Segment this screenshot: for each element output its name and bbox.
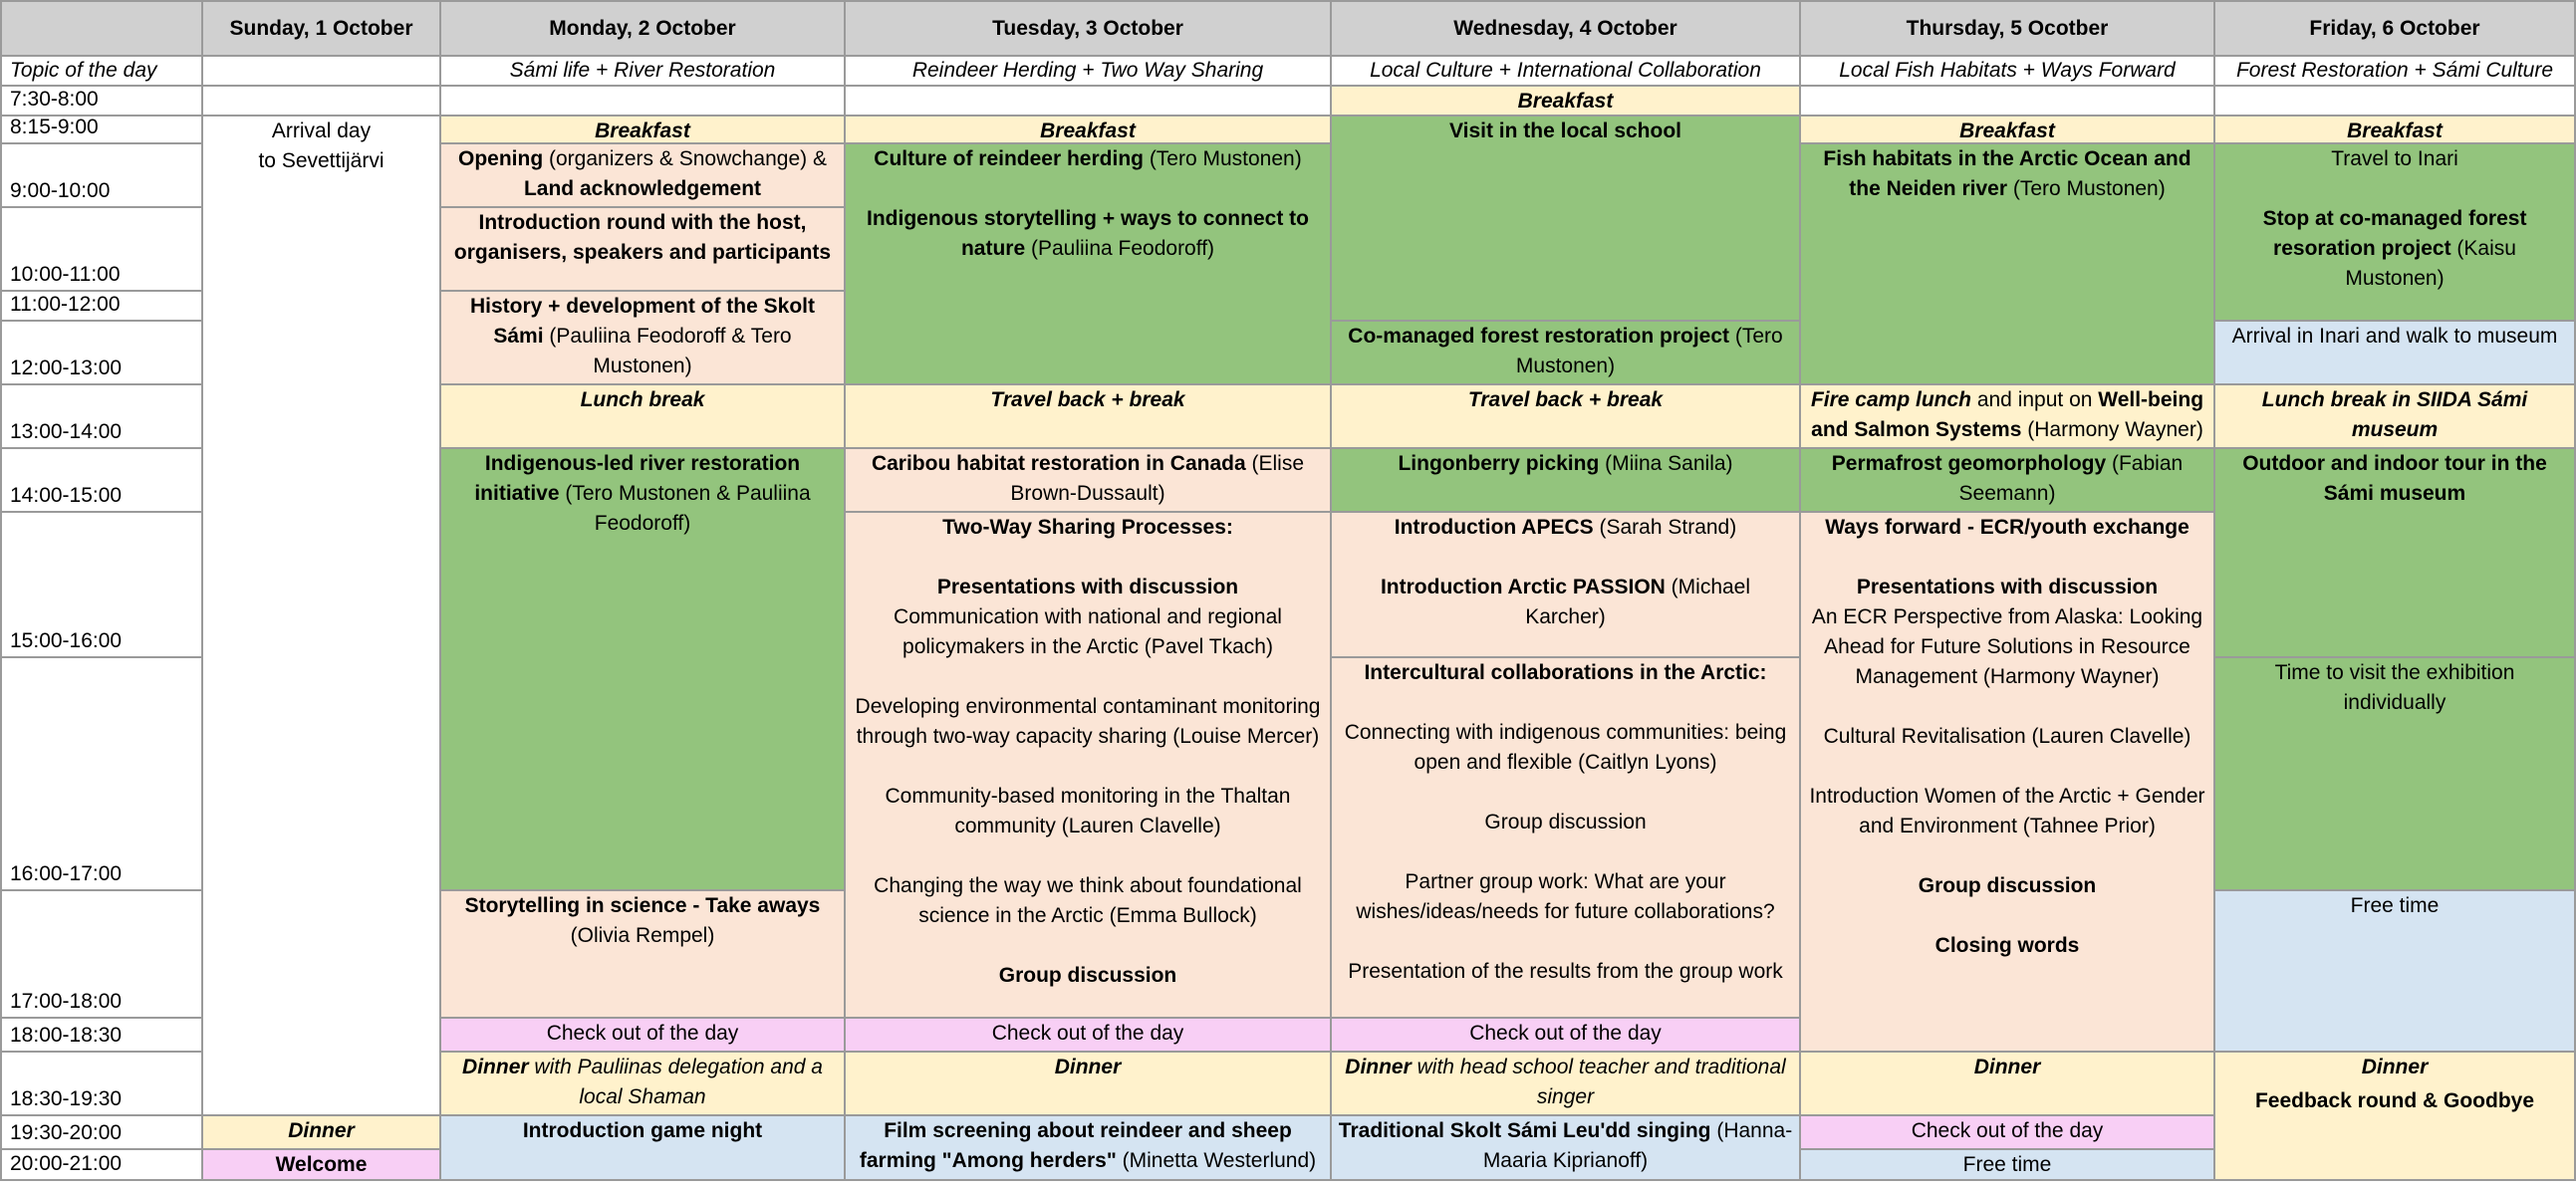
monday-lunch bbox=[439, 383, 846, 449]
time-slot: 14:00-15:00 bbox=[0, 447, 203, 513]
breakfast-label: Breakfast bbox=[1959, 119, 2055, 142]
tuesday-travel bbox=[844, 383, 1332, 449]
dinner-label: Dinner bbox=[1973, 1056, 2041, 1078]
breakfast-label: Breakfast bbox=[2347, 119, 2443, 142]
monday-checkout bbox=[439, 1017, 846, 1053]
ways-item: An ECR Perspective from Alaska: Looking Ahead for Future Solutions in Resource Management (Harmony Wayner) bbox=[1811, 605, 2203, 688]
intercultural-title: Intercultural collaborations in the Arctic: bbox=[1364, 661, 1767, 684]
sunday-empty bbox=[201, 85, 441, 117]
lingon-speaker: (Miina Sanila) bbox=[1599, 452, 1733, 475]
ways-presentations: Presentations with discussion bbox=[1856, 576, 2159, 598]
opening-title: Opening bbox=[458, 147, 544, 170]
wednesday-forest-project bbox=[1330, 320, 1801, 385]
friday-lunch bbox=[2213, 383, 2576, 449]
corner-cell bbox=[0, 0, 203, 57]
monday-storytelling bbox=[439, 889, 846, 1019]
indig-story-title: Indigenous storytelling + ways to connect to nature bbox=[867, 207, 1309, 260]
arrival-line-1: Arrival day bbox=[271, 119, 372, 142]
time-slot: 18:00-18:30 bbox=[0, 1017, 203, 1053]
wednesday-school-visit bbox=[1330, 115, 1801, 322]
wednesday-travel bbox=[1330, 383, 1801, 449]
school-visit-title: Visit in the local school bbox=[1449, 119, 1681, 142]
free-time-label: Free time bbox=[2350, 894, 2440, 917]
dinner-detail: with head school teacher and traditional singer bbox=[1411, 1056, 1786, 1108]
fish-title: Fish habitats in the Arctic Ocean and the Neiden river bbox=[1823, 147, 2191, 200]
intro-round-title: Introduction round with the host, organisers, speakers and participants bbox=[453, 211, 832, 264]
free-time-label: Free time bbox=[1962, 1153, 2052, 1176]
exhibition-label: Time to visit the exhibition individually bbox=[2274, 661, 2515, 714]
opening-title2: Land acknowledgement bbox=[523, 177, 762, 200]
intercultural-item: Group discussion bbox=[1484, 811, 1647, 833]
time-slot: 12:00-13:00 bbox=[0, 320, 203, 385]
friday-breakfast bbox=[2213, 115, 2576, 144]
fire-title2: Well-being and Salmon Systems bbox=[1811, 388, 2204, 441]
lunch-label: Lunch break in SIIDA Sámi museum bbox=[2261, 388, 2528, 441]
topic-monday: Sámi life + River Restoration bbox=[439, 55, 846, 87]
apecs-speaker: (Sarah Strand) bbox=[1593, 516, 1737, 539]
sunday-dinner bbox=[201, 1114, 441, 1150]
permafrost-title: Permafrost geomorphology bbox=[1831, 452, 2107, 475]
ways-closing: Closing words bbox=[1934, 934, 2080, 957]
river-title: Indigenous-led river restoration initiative bbox=[474, 452, 801, 505]
thursday-permafrost bbox=[1799, 447, 2215, 513]
day-header-tuesday: Tuesday, 3 October bbox=[844, 0, 1332, 57]
monday-game-night bbox=[439, 1114, 846, 1181]
tuesday-reindeer-herding bbox=[844, 142, 1332, 385]
ways-group: Group discussion bbox=[1918, 874, 2097, 897]
thursday-dinner bbox=[1799, 1051, 2215, 1116]
thursday-fish-habitats bbox=[1799, 142, 2215, 385]
monday-dinner bbox=[439, 1051, 846, 1116]
friday-exhibition bbox=[2213, 656, 2576, 891]
breakfast-label: Breakfast bbox=[1517, 90, 1614, 113]
arrival-line-2: to Sevettijärvi bbox=[258, 149, 385, 172]
intercultural-item: Connecting with indigenous communities: being open and flexible (Caitlyn Lyons) bbox=[1344, 721, 1787, 774]
wednesday-checkout bbox=[1330, 1017, 1801, 1053]
travel-label: Travel back + break bbox=[990, 388, 1185, 411]
monday-opening bbox=[439, 142, 846, 208]
dinner-title: Dinner bbox=[462, 1056, 529, 1078]
museum-tour-title: Outdoor and indoor tour in the Sámi museum bbox=[2242, 452, 2547, 505]
time-slot: 16:00-17:00 bbox=[0, 656, 203, 891]
time-slot: 8:15-9:00 bbox=[0, 115, 203, 144]
ways-item: Cultural Revitalisation (Lauren Clavelle) bbox=[1823, 725, 2191, 748]
tuesday-checkout bbox=[844, 1017, 1332, 1053]
leudd-title: Traditional Skolt Sámi Leu'dd singing bbox=[1338, 1119, 1711, 1142]
dinner-label: Dinner bbox=[1054, 1056, 1122, 1078]
travel-inari-label: Travel to Inari bbox=[2331, 147, 2458, 170]
time-slot: 9:00-10:00 bbox=[0, 142, 203, 208]
thursday-empty bbox=[1799, 85, 2215, 117]
two-way-item: Communication with national and regional policymakers in the Arctic (Pavel Tkach) bbox=[894, 605, 1282, 658]
welcome-label: Welcome bbox=[275, 1153, 368, 1176]
monday-empty bbox=[439, 85, 846, 117]
breakfast-label: Breakfast bbox=[595, 119, 690, 142]
friday-travel-inari bbox=[2213, 142, 2576, 322]
intercultural-item: Presentation of the results from the group work bbox=[1348, 960, 1783, 983]
thursday-ways-forward bbox=[1799, 511, 2215, 1053]
thursday-free-time bbox=[1799, 1148, 2215, 1181]
sunday-arrival bbox=[201, 115, 441, 1116]
time-slot: 15:00-16:00 bbox=[0, 511, 203, 658]
monday-river-restoration bbox=[439, 447, 846, 891]
tuesday-breakfast bbox=[844, 115, 1332, 144]
checkout-label: Check out of the day bbox=[991, 1022, 1184, 1045]
caribou-speaker: (Elise Brown-Dussault) bbox=[1010, 452, 1305, 505]
forest-title: Co-managed forest restoration project bbox=[1348, 325, 1730, 348]
friday-free-time bbox=[2213, 889, 2576, 1053]
herding-speaker: (Tero Mustonen) bbox=[1143, 147, 1302, 170]
two-way-item: Developing environmental contaminant monitoring through two-way capacity sharing (Louise Mercer) bbox=[855, 695, 1321, 748]
friday-arrival-inari bbox=[2213, 320, 2576, 385]
time-slot: 17:00-18:00 bbox=[0, 889, 203, 1019]
monday-intro-round bbox=[439, 206, 846, 292]
friday-museum-tour bbox=[2213, 447, 2576, 658]
topic-wednesday: Local Culture + International Collaboration bbox=[1330, 55, 1801, 87]
thursday-checkout bbox=[1799, 1114, 2215, 1150]
feedback-title: Feedback round & Goodbye bbox=[2254, 1089, 2535, 1112]
forest-speaker: (Tero Mustonen) bbox=[1515, 325, 1783, 377]
day-header-monday: Monday, 2 October bbox=[439, 0, 846, 57]
time-slot: 10:00-11:00 bbox=[0, 206, 203, 292]
ways-title: Ways forward - ECR/youth exchange bbox=[1825, 516, 2190, 539]
sunday-welcome bbox=[201, 1148, 441, 1181]
two-way-item: Community-based monitoring in the Thaltan community (Lauren Clavelle) bbox=[885, 785, 1291, 837]
dinner-label: Dinner bbox=[2361, 1056, 2429, 1078]
wednesday-breakfast bbox=[1330, 85, 1801, 117]
intercultural-item: Partner group work: What are your wishes/ideas/needs for future collaborations? bbox=[1356, 870, 1775, 923]
wednesday-lingonberry bbox=[1330, 447, 1801, 513]
tuesday-caribou bbox=[844, 447, 1332, 513]
wednesday-apecs-passion bbox=[1330, 511, 1801, 658]
herding-title: Culture of reindeer herding bbox=[874, 147, 1144, 170]
topic-sunday bbox=[201, 55, 441, 87]
time-slot: 20:00-21:00 bbox=[0, 1148, 203, 1181]
two-way-group: Group discussion bbox=[998, 964, 1177, 987]
indig-story-speaker: (Pauliina Feodoroff) bbox=[1025, 237, 1215, 260]
dinner-title: Dinner bbox=[1345, 1056, 1412, 1078]
apecs-title: Introduction APECS bbox=[1394, 516, 1594, 539]
checkout-label: Check out of the day bbox=[1911, 1119, 2104, 1142]
day-header-sunday: Sunday, 1 October bbox=[201, 0, 441, 57]
caribou-title: Caribou habitat restoration in Canada bbox=[871, 452, 1246, 475]
dinner-detail: with Pauliinas delegation and a local Shaman bbox=[528, 1056, 823, 1108]
topic-label: Topic of the day bbox=[0, 55, 203, 87]
checkout-label: Check out of the day bbox=[546, 1022, 739, 1045]
topic-friday: Forest Restoration + Sámi Culture bbox=[2213, 55, 2576, 87]
tuesday-dinner bbox=[844, 1051, 1332, 1116]
thursday-breakfast bbox=[1799, 115, 2215, 144]
opening-text: (organizers & Snowchange) & bbox=[543, 147, 827, 170]
friday-dinner-feedback bbox=[2213, 1051, 2576, 1181]
storytelling-title: Storytelling in science - Take aways bbox=[464, 894, 821, 917]
fish-speaker: (Tero Mustonen) bbox=[2007, 177, 2166, 200]
tuesday-film-screening bbox=[844, 1114, 1332, 1181]
leudd-speaker: (Hanna-Maaria Kiprianoff) bbox=[1482, 1119, 1793, 1172]
two-way-title: Two-Way Sharing Processes: bbox=[942, 516, 1233, 539]
stop-title: Stop at co-managed forest resoration project bbox=[2262, 207, 2527, 260]
day-header-thursday: Thursday, 5 Ocotber bbox=[1799, 0, 2215, 57]
lunch-label: Lunch break bbox=[580, 388, 705, 411]
monday-history bbox=[439, 290, 846, 385]
tuesday-empty bbox=[844, 85, 1332, 117]
history-speakers: (Pauliina Feodoroff & Tero Mustonen) bbox=[543, 325, 792, 377]
breakfast-label: Breakfast bbox=[1040, 119, 1136, 142]
tuesday-two-way-sharing bbox=[844, 511, 1332, 1019]
day-header-friday: Friday, 6 October bbox=[2213, 0, 2576, 57]
two-way-presentations: Presentations with discussion bbox=[936, 576, 1239, 598]
travel-label: Travel back + break bbox=[1467, 388, 1664, 411]
film-speaker: (Minetta Westerlund) bbox=[1116, 1149, 1317, 1172]
time-slot: 13:00-14:00 bbox=[0, 383, 203, 449]
checkout-label: Check out of the day bbox=[1469, 1022, 1662, 1045]
passion-speaker: (Michael Karcher) bbox=[1525, 576, 1751, 628]
fire-title: Fire camp lunch bbox=[1810, 388, 1971, 411]
stop-speaker: (Kaisu Mustonen) bbox=[2345, 237, 2516, 290]
fire-mid: and input on bbox=[1970, 388, 2099, 411]
time-slot: 19:30-20:00 bbox=[0, 1114, 203, 1150]
film-title: Film screening about reindeer and sheep farming "Among herders" bbox=[859, 1119, 1292, 1172]
river-speakers: (Tero Mustonen & Pauliina Feodoroff) bbox=[559, 482, 811, 535]
storytelling-speaker: (Olivia Rempel) bbox=[570, 924, 715, 947]
time-slot: 7:30-8:00 bbox=[0, 85, 203, 117]
history-title: History + development of the Skolt Sámi bbox=[470, 295, 815, 348]
two-way-item: Changing the way we think about foundational science in the Arctic (Emma Bullock) bbox=[874, 874, 1302, 927]
day-header-wednesday: Wednesday, 4 October bbox=[1330, 0, 1801, 57]
topic-thursday: Local Fish Habitats + Ways Forward bbox=[1799, 55, 2215, 87]
game-night-title: Introduction game night bbox=[522, 1119, 763, 1142]
arrival-inari-label: Arrival in Inari and walk to museum bbox=[2231, 325, 2558, 348]
permafrost-speaker: (Fabian Seemann) bbox=[1958, 452, 2184, 505]
topic-tuesday: Reindeer Herding + Two Way Sharing bbox=[844, 55, 1332, 87]
fire-speaker: (Harmony Wayner) bbox=[2021, 418, 2203, 441]
friday-empty bbox=[2213, 85, 2576, 117]
thursday-fire-camp bbox=[1799, 383, 2215, 449]
dinner-label: Dinner bbox=[288, 1119, 355, 1142]
lingon-title: Lingonberry picking bbox=[1398, 452, 1600, 475]
time-slot: 11:00-12:00 bbox=[0, 290, 203, 322]
ways-item: Introduction Women of the Arctic + Gender and Environment (Tahnee Prior) bbox=[1809, 785, 2205, 837]
passion-title: Introduction Arctic PASSION bbox=[1380, 576, 1666, 598]
wednesday-intercultural bbox=[1330, 656, 1801, 1019]
monday-breakfast bbox=[439, 115, 846, 144]
wednesday-leudd-singing bbox=[1330, 1114, 1801, 1181]
wednesday-dinner bbox=[1330, 1051, 1801, 1116]
time-slot: 18:30-19:30 bbox=[0, 1051, 203, 1116]
